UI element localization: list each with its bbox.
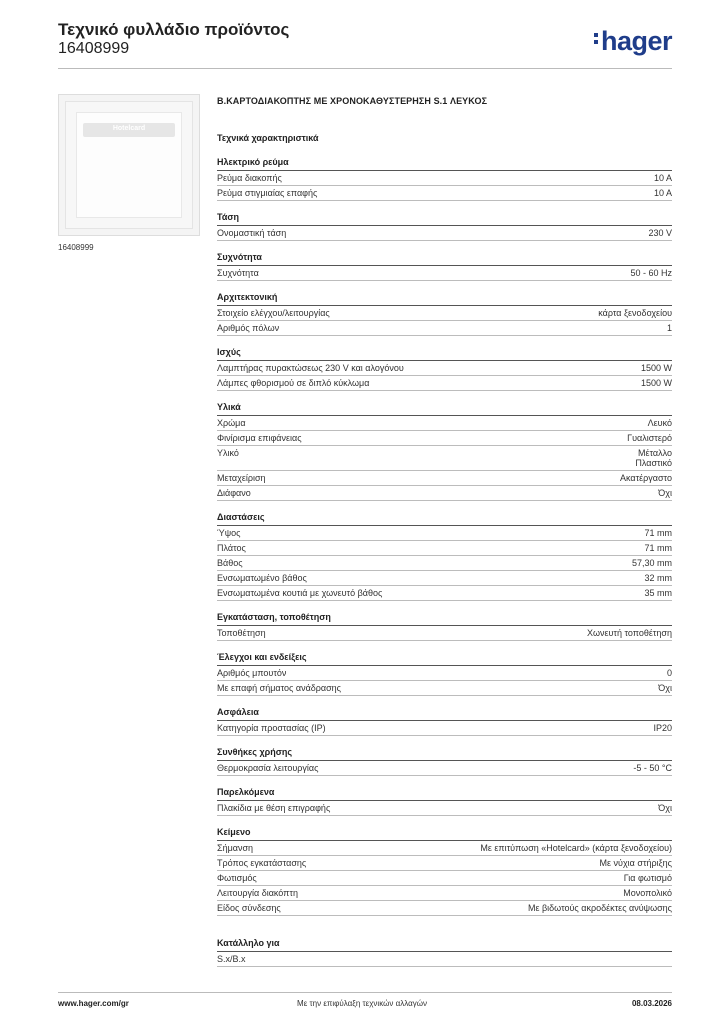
spec-label: Χρώμα (217, 418, 246, 428)
spec-label: Λάμπες φθορισμού σε διπλό κύκλωμα (217, 378, 370, 388)
spec-groups (217, 157, 672, 916)
spec-value-line: 32 mm (644, 573, 672, 583)
spec-label: Πλάτος (217, 543, 246, 553)
group-title: Παρελκόμενα (217, 787, 672, 801)
spec-row (217, 266, 672, 281)
spec-label: Ενσωματωμένα κουτιά με χωνευτό βάθος (217, 588, 383, 598)
header-title: Τεχνικό φυλλάδιο προϊόντος (58, 20, 290, 39)
spec-value (627, 433, 672, 443)
spec-value-line: Όχι (658, 683, 672, 693)
spec-value (667, 668, 672, 678)
switch-insert (76, 112, 182, 218)
spec-row (217, 586, 672, 601)
spec-row (217, 486, 672, 501)
suitable-for-group (217, 938, 672, 967)
spec-row (217, 666, 672, 681)
spec-group (217, 612, 672, 641)
spec-value (658, 803, 672, 813)
image-caption: 16408999 (58, 243, 94, 252)
spec-row (217, 446, 672, 471)
spec-value-line: 50 - 60 Hz (630, 268, 672, 278)
spec-value-line: 57,30 mm (631, 558, 672, 568)
spec-value (632, 558, 672, 568)
spec-value (528, 903, 672, 913)
spec-row (217, 416, 672, 431)
spec-value-line: Χωνευτή τοποθέτηση (586, 628, 672, 638)
spec-value-line: Μέταλλο (637, 448, 672, 458)
spec-label: Πλακίδια με θέση επιγραφής (217, 803, 331, 813)
spec-value-line: 71 mm (644, 543, 672, 553)
spec-value (620, 473, 672, 483)
logo-text: hager (600, 26, 672, 56)
spec-row (217, 431, 672, 446)
spec-row (217, 361, 672, 376)
spec-group (217, 212, 672, 241)
product-image (58, 94, 200, 236)
spec-group (217, 787, 672, 816)
spec-row (217, 376, 672, 391)
spec-label: Μεταχείριση (217, 473, 266, 483)
product-code: 16408999 (58, 40, 130, 57)
spec-value (654, 173, 672, 183)
spec-group (217, 252, 672, 281)
spec-group (217, 157, 672, 201)
spec-row (217, 526, 672, 541)
spec-value-line: 71 mm (644, 528, 672, 538)
group-title: Ασφάλεια (217, 707, 672, 721)
spec-label: Ονομαστική τάση (217, 228, 287, 238)
spec-value (624, 873, 672, 883)
spec-row (217, 841, 672, 856)
spec-row (217, 856, 672, 871)
spec-label: Φινίρισμα επιφάνειας (217, 433, 302, 443)
spec-row (217, 952, 672, 967)
spec-row (217, 681, 672, 696)
group-title: Τάση (217, 212, 672, 226)
footer-divider (58, 992, 672, 993)
spec-row (217, 871, 672, 886)
spec-label: Είδος σύνδεσης (217, 903, 281, 913)
spec-row (217, 541, 672, 556)
spec-value (644, 588, 672, 598)
spec-group (217, 652, 672, 696)
spec-label: Σήμανση (217, 843, 254, 853)
group-title: Κείμενο (217, 827, 672, 841)
spec-value-line: 1500 W (640, 378, 672, 388)
spec-value (598, 308, 672, 318)
spec-row (217, 626, 672, 641)
spec-value (648, 418, 672, 428)
spec-row (217, 556, 672, 571)
spec-content (217, 96, 672, 978)
spec-value-line: κάρτα ξενοδοχείου (598, 308, 672, 318)
spec-value (635, 448, 672, 468)
spec-value-line: Λευκό (647, 418, 672, 428)
specs-heading: Τεχνικά χαρακτηριστικά (217, 133, 319, 143)
spec-label: Τρόπος εγκατάστασης (217, 858, 307, 868)
spec-value (641, 363, 672, 373)
spec-group (217, 402, 672, 501)
spec-value (644, 543, 672, 553)
spec-label: Θερμοκρασία λειτουργίας (217, 763, 319, 773)
spec-row (217, 226, 672, 241)
spec-label: Διάφανο (217, 488, 251, 498)
spec-value (648, 228, 672, 238)
card-slot (83, 123, 175, 137)
spec-row (217, 761, 672, 776)
spec-value (641, 378, 672, 388)
spec-label: S.x/B.x (217, 954, 246, 964)
spec-value (658, 683, 672, 693)
spec-row (217, 321, 672, 336)
header-divider (58, 68, 672, 69)
spec-value (667, 323, 672, 333)
spec-label: Στοιχείο ελέγχου/λειτουργίας (217, 308, 330, 318)
spec-value-line: Για φωτισμό (623, 873, 672, 883)
spec-value (654, 188, 672, 198)
spec-value-line: Ακατέργαστο (620, 473, 672, 483)
spec-value-line: Πλαστικό (635, 458, 672, 468)
spec-value (623, 888, 672, 898)
logo-dots-icon (594, 30, 599, 47)
spec-label: Λειτουργία διακόπτη (217, 888, 298, 898)
spec-value-line: 1 (666, 323, 672, 333)
spec-label: Αριθμός μπουτόν (217, 668, 287, 678)
spec-label: Συχνότητα (217, 268, 259, 278)
spec-value-line: Με επιτύπωση «Hotelcard» (κάρτα ξενοδοχείου) (480, 843, 672, 853)
spec-value-line: Γυαλιστερό (627, 433, 672, 443)
spec-value-line: IP20 (653, 723, 672, 733)
spec-value-line: 10 A (653, 173, 672, 183)
spec-value-line: Με βιδωτούς ακροδέκτες ανύψωσης (527, 903, 672, 913)
brand-logo[interactable] (594, 26, 672, 57)
spec-value-line: 1500 W (640, 363, 672, 373)
spec-row (217, 306, 672, 321)
group-title: Συνθήκες χρήσης (217, 747, 672, 761)
spec-group (217, 747, 672, 776)
spec-value (644, 528, 672, 538)
spec-label: Ρεύμα στιγμιαίας επαφής (217, 188, 318, 198)
spec-label: Αριθμός πόλων (217, 323, 280, 333)
group-title: Διαστάσεις (217, 512, 672, 526)
spec-value-line: 0 (666, 668, 672, 678)
group-title: Συχνότητα (217, 252, 672, 266)
product-title: Β.ΚΑΡΤΟΔΙΑΚΟΠΤΗΣ ΜΕ ΧΡΟΝΟΚΑΘΥΣΤΕΡΗΣΗ S.1 ΛΕΥΚΟΣ (217, 96, 488, 106)
spec-row (217, 801, 672, 816)
spec-value-line: Με νύχια στήριξης (599, 858, 672, 868)
spec-label: Υλικό (217, 448, 239, 458)
spec-row (217, 171, 672, 186)
spec-value-line: Όχι (658, 488, 672, 498)
spec-value-line: 10 A (653, 188, 672, 198)
spec-label: Τοποθέτηση (217, 628, 266, 638)
spec-row (217, 571, 672, 586)
spec-value (480, 843, 672, 853)
spec-value (600, 858, 672, 868)
spec-value (587, 628, 672, 638)
spec-value-line: -5 - 50 °C (633, 763, 672, 773)
spec-row (217, 186, 672, 201)
spec-value-line: Όχι (658, 803, 672, 813)
spec-value-line: 35 mm (644, 588, 672, 598)
group-title: Ισχύς (217, 347, 672, 361)
spec-group (217, 347, 672, 391)
group-title: Κατάλληλο για (217, 938, 672, 952)
spec-group (217, 292, 672, 336)
spec-label: Με επαφή σήματος ανάδρασης (217, 683, 342, 693)
spec-label: Βάθος (217, 558, 243, 568)
group-title: Αρχιτεκτονική (217, 292, 672, 306)
footer-note: Με την επιφύλαξη τεχνικών αλλαγών (297, 999, 427, 1008)
group-title: Υλικά (217, 402, 672, 416)
spec-value-line: 230 V (648, 228, 672, 238)
spec-label: Λαμπτήρας πυρακτώσεως 230 V και αλογόνου (217, 363, 404, 373)
group-title: Ηλεκτρικό ρεύμα (217, 157, 672, 171)
spec-value (653, 723, 672, 733)
spec-value (658, 488, 672, 498)
group-title: Έλεγχοι και ενδείξεις (217, 652, 672, 666)
spec-row (217, 471, 672, 486)
spec-value (633, 763, 672, 773)
spec-group (217, 707, 672, 736)
spec-label: Ύψος (217, 528, 241, 538)
spec-group (217, 827, 672, 916)
spec-label: Φωτισμός (217, 873, 257, 883)
spec-label: Κατηγορία προστασίας (IP) (217, 723, 326, 733)
footer-website-link[interactable]: www.hager.com/gr (58, 999, 129, 1008)
spec-value (630, 268, 672, 278)
footer-date: 08.03.2026 (631, 999, 672, 1008)
spec-label: Ενσωματωμένο βάθος (217, 573, 307, 583)
spec-value-line: Μονοπολικό (623, 888, 672, 898)
spec-row (217, 886, 672, 901)
card-slot-label: Hotelcard (112, 125, 146, 132)
group-title: Εγκατάσταση, τοποθέτηση (217, 612, 672, 626)
spec-value (644, 573, 672, 583)
spec-row (217, 901, 672, 916)
spec-label: Ρεύμα διακοπής (217, 173, 282, 183)
spec-group (217, 512, 672, 601)
spec-row (217, 721, 672, 736)
switch-plate (65, 101, 193, 229)
